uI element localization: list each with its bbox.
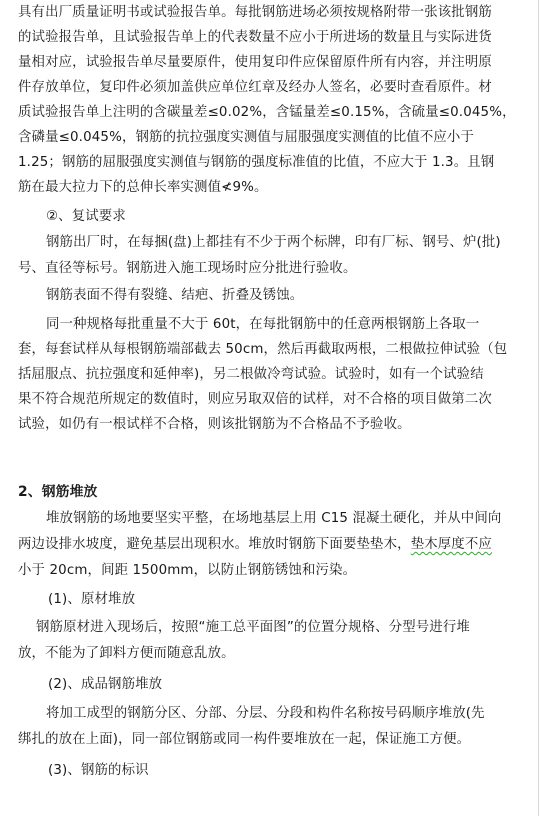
text-line: [18, 534, 523, 556]
text-line: 绑扎的放在上面)，同一部位钢筋或同一构件要堆放在一起，保证施工方便。: [18, 732, 471, 747]
text-line: 1.25；钢筋的屈服强度实测值与钢筋的强度标准值的比值，不应大于 1.3。且钢: [18, 155, 495, 170]
text-line: 钢筋出厂时，在每捆(盘)上都挂有不少于两个标牌，印有厂标、钢号、炉(批): [46, 235, 501, 250]
steel-marking-heading: (3)、钢筋的标识: [48, 763, 149, 778]
text-line: 括屈服点、抗拉强度和延伸率)，另二根做冷弯试验。试验时，如有一个试验结: [18, 367, 484, 382]
text-line: 质试验报告单上注明的含碳量差≤0.02%，含锰量差≤0.15%，含硫量≤0.045%，: [18, 105, 516, 120]
text-line: 堆放钢筋的场地要坚实平整，在场地基层上用 C15 混凝土硬化，并从中间向: [46, 511, 502, 526]
text-line: 将加工成型的钢筋分区、分部、分层、分段和构件名称按号码顺序堆放(先: [46, 706, 485, 721]
text-line: 钢筋表面不得有裂缝、结疤、折叠及锈蚀。: [46, 288, 304, 303]
section-heading-steel-storage: 2、钢筋堆放: [18, 484, 98, 500]
text-line: 筋在最大拉力下的总伸长率实测值≮9%。: [18, 180, 268, 195]
raw-material-storage-heading: (1)、原材堆放: [48, 592, 136, 607]
text-segment: 两边设排水坡度，避免基层出现积水。堆放时钢筋下面要垫垫木，: [18, 537, 411, 552]
text-line: 件存放单位，复印件必须加盖供应单位红章及经办人签名，必要时查看原件。材: [18, 80, 492, 95]
text-line: 量相对应，试验报告单尽量要原件，使用复印件应保留原件所有内容，并注明原: [18, 55, 492, 70]
text-line: 含磷量≤0.045%，钢筋的抗拉强度实测值与屈服强度实测值的比值不应小于: [18, 130, 475, 145]
text-line: 小于 20cm，间距 1500mm，以防止钢筋锈蚀和污染。: [18, 563, 357, 578]
finished-steel-storage-heading: (2)、成品钢筋堆放: [48, 677, 163, 692]
text-line: 套，每套试样从每根钢筋端部截去 50cm，然后再截取两根，二根做拉伸试验（包: [18, 342, 508, 357]
text-line: 钢筋原材进入现场后，按照“施工总平面图”的位置分规格、分型号进行堆: [36, 620, 470, 635]
text-line: 的试验报告单，且试验报告单上的代表数量不应小于所进场的数量且与实际进货: [18, 30, 492, 45]
text-line: 放，不能为了卸料方便而随意乱放。: [18, 646, 235, 661]
text-line: 同一种规格每批重量不大于 60t，在每批钢筋中的任意两根钢筋上各取一: [46, 317, 480, 332]
retest-requirements-heading: ②、复试要求: [46, 209, 126, 224]
text-line: 号、直径等标号。钢筋进入施工现场时应分批进行验收。: [18, 261, 357, 276]
text-line: 果不符合规范所规定的数值时，则应另取双倍的试样，对不合格的项目做第二次: [18, 392, 492, 407]
text-line: 具有出厂质量证明书或试验报告单。每批钢筋进场必须按规格附带一张该批钢筋: [18, 5, 492, 20]
text-line: 试验，如仍有一根试样不合格，则该批钢筋为不合格品不予验收。: [18, 417, 411, 432]
spellcheck-marked-text: 垫木厚度不应: [410, 537, 492, 552]
